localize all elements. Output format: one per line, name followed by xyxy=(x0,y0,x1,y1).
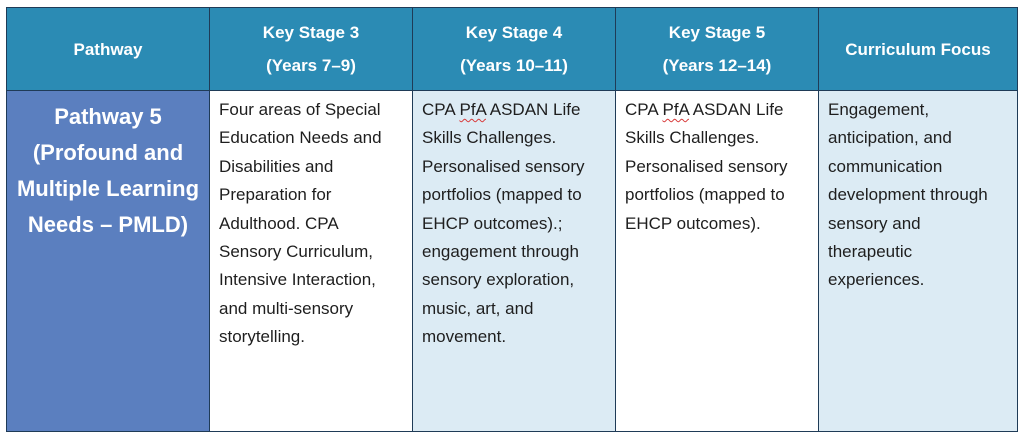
header-pathway-label: Pathway xyxy=(73,39,143,59)
header-key-stage-3 xyxy=(210,8,413,91)
header-pathway xyxy=(7,8,210,91)
header-ks5-years: (Years 12–14) xyxy=(662,56,772,75)
ks5-prefix: CPA xyxy=(625,100,663,119)
ks4-cell xyxy=(413,91,616,432)
table-header-row xyxy=(7,8,1018,91)
header-focus-label: Curriculum Focus xyxy=(845,39,991,59)
ks3-cell: Four areas of Special Education Needs and Disabilities and Preparation for Adulthood. CPA Sensory Curriculum, Intensive Interaction, and multi-sensory storytelling. xyxy=(210,91,413,432)
pathway-table xyxy=(6,7,1018,432)
curriculum-focus-cell: Engagement, anticipation, and communication development through sensory and therapeutic experiences. xyxy=(819,91,1018,432)
ks4-pfa-text: PfA xyxy=(459,100,486,119)
ks4-prefix: CPA xyxy=(422,100,460,119)
ks5-rest: ASDAN Life Skills Challenges. Personalised sensory portfolios (mapped to EHCP outcomes). xyxy=(625,100,788,233)
ks5-cell xyxy=(616,91,819,432)
ks5-pfa-text: PfA xyxy=(662,100,689,119)
header-key-stage-5 xyxy=(616,8,819,91)
ks4-rest: ASDAN Life Skills Challenges. Personalised sensory portfolios (mapped to EHCP outcomes).; engagement through sensory exploration, music, art, and movement. xyxy=(422,100,585,347)
table-row xyxy=(7,91,1018,432)
pathway-name-cell: Pathway 5 (Profound and Multiple Learning Needs – PMLD) xyxy=(7,91,210,432)
header-ks4-title: Key Stage 4 xyxy=(465,23,563,42)
header-ks3-years: (Years 7–9) xyxy=(266,56,356,75)
header-ks5-title: Key Stage 5 xyxy=(668,23,766,42)
header-ks3-title: Key Stage 3 xyxy=(262,23,360,42)
header-key-stage-4 xyxy=(413,8,616,91)
header-ks4-years: (Years 10–11) xyxy=(460,56,568,75)
header-curriculum-focus xyxy=(819,8,1018,91)
